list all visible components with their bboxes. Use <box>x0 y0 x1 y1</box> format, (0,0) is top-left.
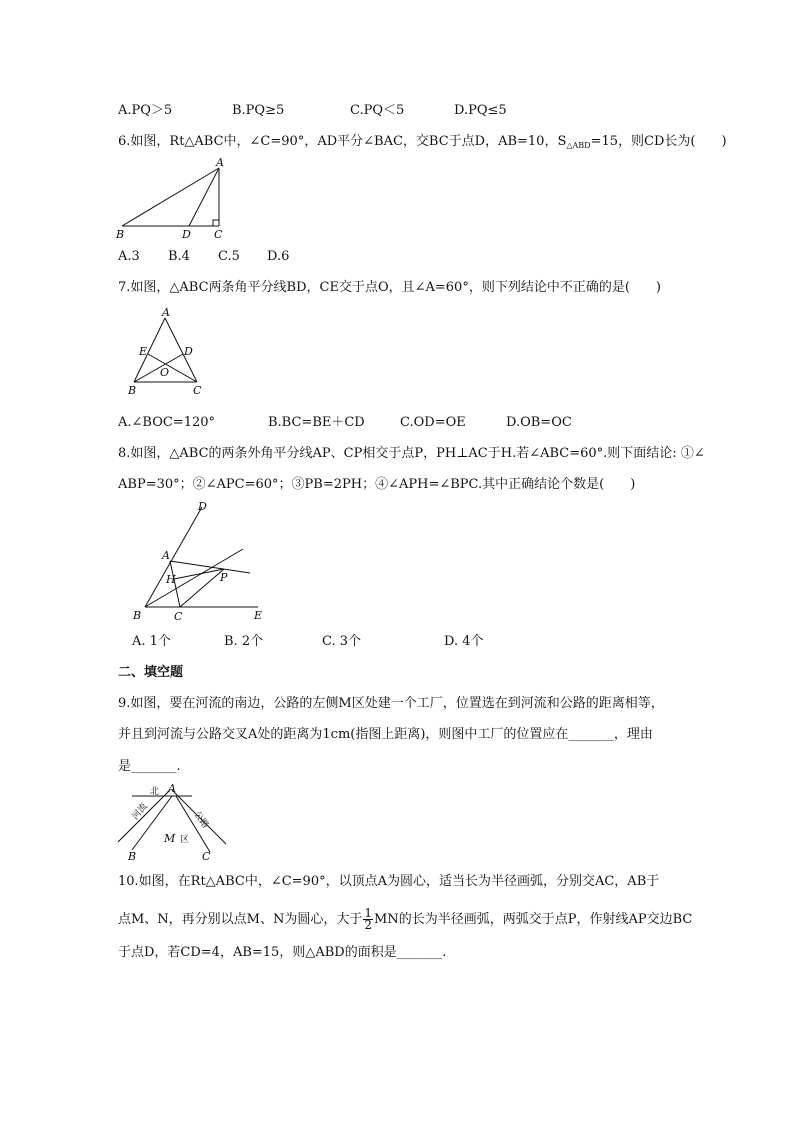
q5-option-a: A.PQ＞5 <box>118 103 173 118</box>
q10-frac-denominator: 2 <box>364 918 373 932</box>
q8-option-a: A. 1个 <box>132 634 171 649</box>
q9-label-north: 北 <box>150 787 160 797</box>
q7-option-b: B.BC=BE＋CD <box>268 415 365 430</box>
q10-line2 <box>118 908 692 931</box>
q8-segment-hp <box>174 569 224 579</box>
q8-option-d: D. 4个 <box>444 634 484 649</box>
q8-segment-cp <box>180 569 224 607</box>
q9-label-c: C <box>202 850 211 863</box>
q8-question-line2: ABP=30°；②∠APC=60°；③PB=2PH；④∠APH=∠BPC.其中正确结论个数是( ) <box>118 477 636 492</box>
q7-label-a: A <box>162 306 170 319</box>
q9-label-road: 公路 <box>191 809 211 831</box>
q7-option-c: C.OD=OE <box>400 415 466 430</box>
q5-option-c: C.PQ＜5 <box>350 103 405 118</box>
q8-label-e: E <box>254 609 263 622</box>
q7-option-a: A.∠BOC=120° <box>118 415 216 430</box>
q9-label-river: 河流 <box>130 801 150 822</box>
q8-ray-bd <box>145 507 202 607</box>
q7-label-b: B <box>128 384 137 397</box>
q8-label-c: C <box>174 610 183 623</box>
q5-option-d: D.PQ≤5 <box>454 103 507 118</box>
q6-label-b: B <box>116 228 125 241</box>
q8-figure <box>128 497 276 625</box>
q6-label-a: A <box>216 156 224 169</box>
q9-label-region: 区 <box>180 835 190 845</box>
q7-option-d: D.OB=OC <box>506 415 572 430</box>
q7-label-o: O <box>160 366 170 379</box>
q8-segment-ap <box>170 561 250 573</box>
q5-option-b: B.PQ≥5 <box>232 103 285 118</box>
q7-label-d: D <box>184 345 193 358</box>
q6-option-a: A.3 <box>118 249 140 264</box>
q8-question-line1: 8.如图，△ABC的两条外角平分线AP、CP相交于点P，PH⊥AC于H.若∠ABC=60°.则下面结论: ①∠ <box>118 446 705 461</box>
q8-label-h: H <box>166 573 176 586</box>
q9-label-b: B <box>128 850 137 863</box>
q8-label-a: A <box>162 549 170 562</box>
q8-label-b: B <box>133 609 142 622</box>
q7-figure <box>122 306 212 400</box>
q8-segment-bp <box>145 549 243 607</box>
q6-right-angle-mark <box>213 220 219 226</box>
q7-question: 7.如图，△ABC两条角平分线BD，CE交于点O，且∠A=60°，则下列结论中不正确的是( ) <box>118 280 661 295</box>
q8-label-p: P <box>220 571 228 584</box>
q10-line1: 10.如图，在Rt△ABC中，∠C=90°，以顶点A为圆心，适当长为半径画弧，分别交AC，AB于 <box>118 874 660 889</box>
q7-label-e: E <box>139 345 148 358</box>
q10-line2-b: MN的长为半径画弧，两弧交于点P，作射线AP交边BC <box>374 912 693 927</box>
q9-figure <box>118 780 228 866</box>
q8-option-c: C. 3个 <box>322 634 362 649</box>
section-heading-fill-in: 二、填空题 <box>118 665 184 680</box>
q9-line2: 并且到河流与公路交叉A处的距离为1cm(指图上距离)，则图中工厂的位置应在_______，理由 <box>118 727 653 742</box>
q8-label-d: D <box>198 500 207 513</box>
q7-label-c: C <box>193 384 202 397</box>
q6-option-b: B.4 <box>168 249 190 264</box>
q10-fraction-half <box>363 908 373 931</box>
q6-label-c: C <box>214 228 223 241</box>
q10-frac-numerator: 1 <box>364 906 373 920</box>
q6-option-c: C.5 <box>218 249 240 264</box>
q6-question <box>118 133 727 155</box>
q10-line3: 于点D，若CD=4，AB=15，则△ABD的面积是_______. <box>118 945 447 960</box>
q6-figure <box>112 156 232 242</box>
q9-line3: 是_______. <box>118 759 181 774</box>
q10-line2-a: 点M、N，再分别以点M、N为圆心，大于 <box>118 912 363 927</box>
q6-text-b: =15，则CD长为( ) <box>590 134 727 149</box>
q9-line1: 9.如图，要在河流的南边，公路的左侧M区处建一个工厂，位置选在到河流和公路的距离相等， <box>118 696 664 711</box>
q9-label-a: A <box>168 782 176 795</box>
q8-option-b: B. 2个 <box>224 634 264 649</box>
q6-option-d: D.6 <box>267 249 290 264</box>
q9-label-m: M <box>164 832 176 845</box>
q6-label-d: D <box>182 228 191 241</box>
q7-segment-bd <box>134 354 183 382</box>
q6-subscript: △ABD <box>566 141 591 150</box>
q6-text-a: 6.如图，Rt△ABC中，∠C=90°，AD平分∠BAC，交BC于点D，AB=10，S <box>118 134 567 149</box>
